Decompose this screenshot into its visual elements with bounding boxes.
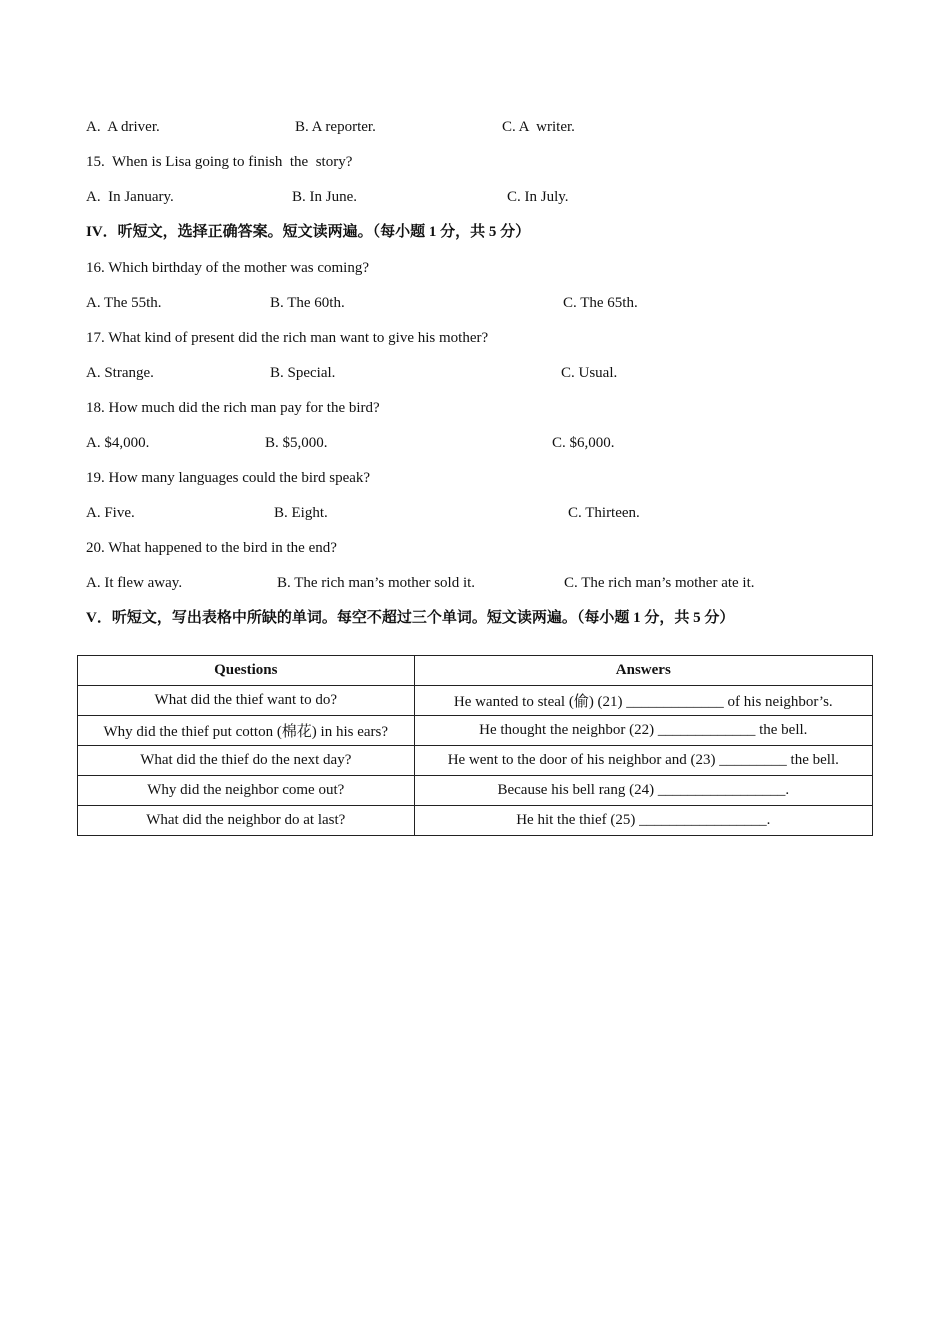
q20-option-a: A. It flew away. [86, 575, 183, 591]
header-answers: Answers [414, 656, 872, 686]
q20-option-c: C. The rich man’s mother ate it. [564, 575, 755, 591]
q20-option-b: B. The rich man’s mother sold it. [277, 575, 476, 591]
answer-cell: He thought the neighbor (22) _____________ the bell. [414, 716, 872, 746]
section5-heading: V．听短文，写出表格中所缺的单词。每空不超过三个单词。短文读两遍。（每小题 1 分，共 5 分） [86, 610, 735, 626]
table-row [78, 806, 873, 836]
question-cell: What did the thief do the next day? [78, 746, 415, 776]
q19-option-c: C. Thirteen. [568, 505, 640, 521]
q14-option-a: A. A driver. [86, 119, 160, 135]
q20-question: 20. What happened to the bird in the end? [86, 540, 337, 556]
table-row [78, 776, 873, 806]
q18-option-b: B. $5,000. [265, 435, 328, 451]
table-header-row [78, 656, 873, 686]
table-row [78, 686, 873, 716]
q18-option-a: A. $4,000. [86, 435, 150, 451]
table-row [78, 746, 873, 776]
q16-option-a: A. The 55th. [86, 295, 162, 311]
q14-option-b: B. A reporter. [295, 119, 376, 135]
q19-option-a: A. Five. [86, 505, 135, 521]
answer-cell: He hit the thief (25) _________________. [414, 806, 872, 836]
q17-option-a: A. Strange. [86, 365, 154, 381]
answer-cell: Because his bell rang (24) _________________. [414, 776, 872, 806]
q17-option-b: B. Special. [270, 365, 336, 381]
table-row [78, 716, 873, 746]
q19-question: 19. How many languages could the bird speak? [86, 470, 371, 486]
header-questions: Questions [78, 656, 415, 686]
q17-question: 17. What kind of present did the rich man want to give his mother? [86, 330, 489, 346]
question-cell: What did the thief want to do? [78, 686, 415, 716]
question-cell: Why did the thief put cotton (棉花) in his ears? [78, 716, 415, 746]
q16-question: 16. Which birthday of the mother was coming? [86, 260, 369, 276]
q15-question: 15. When is Lisa going to finish the story? [86, 154, 353, 170]
section4-heading: IV．听短文，选择正确答案。短文读两遍。（每小题 1 分，共 5 分） [86, 224, 531, 240]
q16-option-c: C. The 65th. [563, 295, 638, 311]
question-cell: Why did the neighbor come out? [78, 776, 415, 806]
answer-cell: He went to the door of his neighbor and (23) _________ the bell. [414, 746, 872, 776]
question-cell: What did the neighbor do at last? [78, 806, 415, 836]
q16-option-b: B. The 60th. [270, 295, 345, 311]
answer-cell: He wanted to steal (偷) (21) _____________ of his neighbor’s. [414, 686, 872, 716]
q18-option-c: C. $6,000. [552, 435, 615, 451]
q17-option-c: C. Usual. [561, 365, 618, 381]
q15-option-b: B. In June. [292, 189, 357, 205]
q14-option-c: C. A writer. [502, 119, 575, 135]
q15-option-c: C. In July. [507, 189, 569, 205]
q18-question: 18. How much did the rich man pay for the bird? [86, 400, 380, 416]
answer-table [77, 655, 873, 836]
q19-option-b: B. Eight. [274, 505, 328, 521]
q15-option-a: A. In January. [86, 189, 174, 205]
